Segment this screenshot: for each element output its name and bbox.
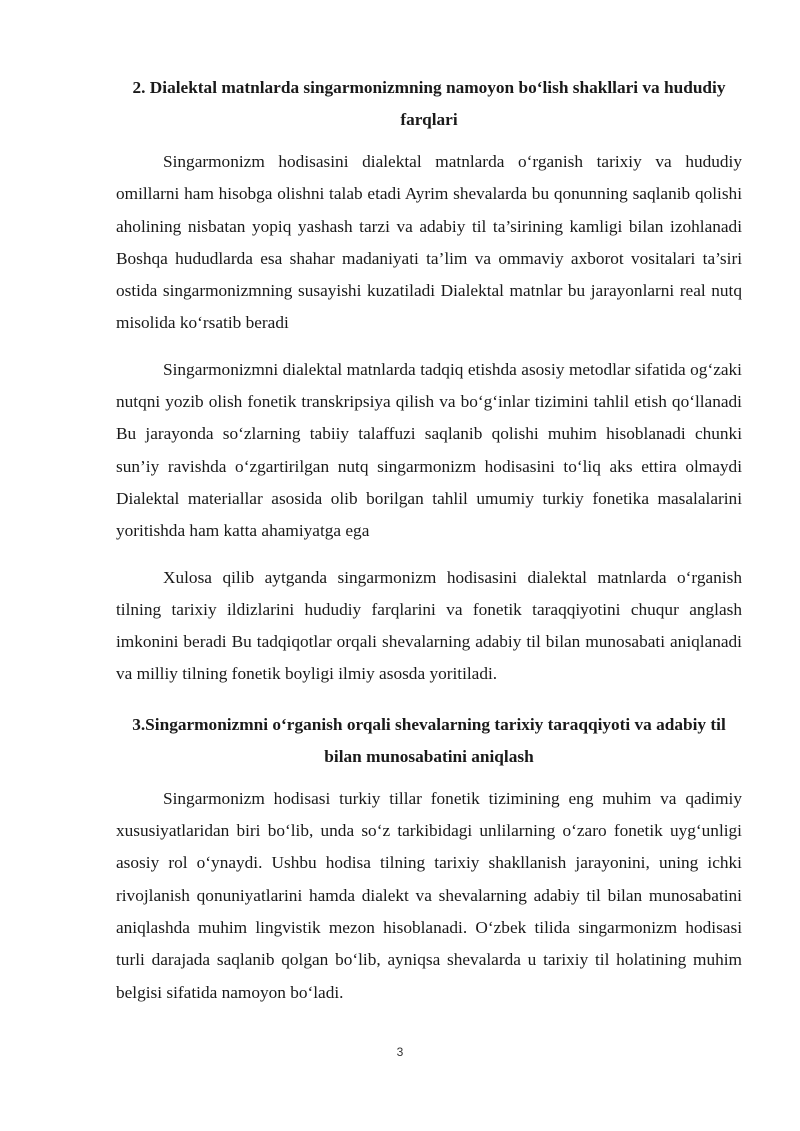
section-2-paragraph-2: Singarmonizmni dialektal matnlarda tadqiq etishda asosiy metodlar sifatida og‘zaki nutqni yozib olish fonetik transkripsiya qilish va bo‘g‘inlar tizimini tahlil etish qo‘llanadi Bu jarayonda so‘zlarning tabiiy talaffuzi saqlanib qolishi muhim hisoblanadi chunki sun’iy ravishda o‘zgartirilgan nutq singarmonizm hodisasini to‘liq aks ettira olmaydi Dialektal materiallar asosida olib borilgan tahlil umumiy turkiy fonetika masalalarini yoritishda ham katta ahamiyatga ega: [116, 359, 742, 541]
section-3-heading: 3.Singarmonizmni o‘rganish orqali shevalarning tarixiy taraqqiyoti va adabiy til bilan munosabatini aniqlash: [132, 714, 726, 766]
document-page: [116, 72, 742, 1023]
page-number: 3: [396, 1045, 404, 1059]
section-2-paragraph-1: Singarmonizm hodisasini dialektal matnlarda o‘rganish tarixiy va hududiy omillarni ham hisobga olishni talab etadi Ayrim shevalarda bu qonunning saqlanib qolishi aholining nisbatan yopiq yashash tarzi va adabiy til ta’sirining kamligi bilan izohlanadi Boshqa hududlarda esa shahar madaniyati ta’lim va ommaviy axborot vositalari ta’siri ostida singarmonizmning susayishi kuzatiladi Dialektal matnlar bu jarayonlarni real nutq misolida ko‘rsatib beradi: [116, 152, 742, 333]
section-2-paragraph-3: Xulosa qilib aytganda singarmonizm hodisasini dialektal matnlarda o‘rganish tilning tarixiy ildizlarini hududiy farqlarini va fonetik taraqqiyotini chuqur anglash imkonini beradi Bu tadqiqotlar orqali shevalarning adabiy til bilan munosabati aniqlanadi va milliy tilning fonetik boyligi ilmiy asosda yoritiladi.: [116, 567, 742, 684]
section-2-heading: 2. Dialektal matnlarda singarmonizmning namoyon bo‘lish shakllari va hududiy farqlari: [132, 78, 726, 129]
section-3-paragraph-1: Singarmonizm hodisasi turkiy tillar fonetik tizimining eng muhim va qadimiy xususiyatlaridan biri bo‘lib, unda so‘z tarkibidagi unlilarning o‘zaro fonetik uyg‘unligi asosiy rol o‘ynaydi. Ushbu hodisa tilning tarixiy shakllanish jarayonini, uning ichki rivojlanish qonuniyatlarini hamda dialekt va shevalarning adabiy til bilan munosabatini aniqlashda muhim lingvistik mezon hisoblanadi. O‘zbek tilida singarmonizm hodisasi turli darajada saqlanib qolgan bo‘lib, ayniqsa shevalarda u tarixiy til holatining muhim belgisi sifatida namoyon bo‘ladi.: [116, 788, 742, 1002]
